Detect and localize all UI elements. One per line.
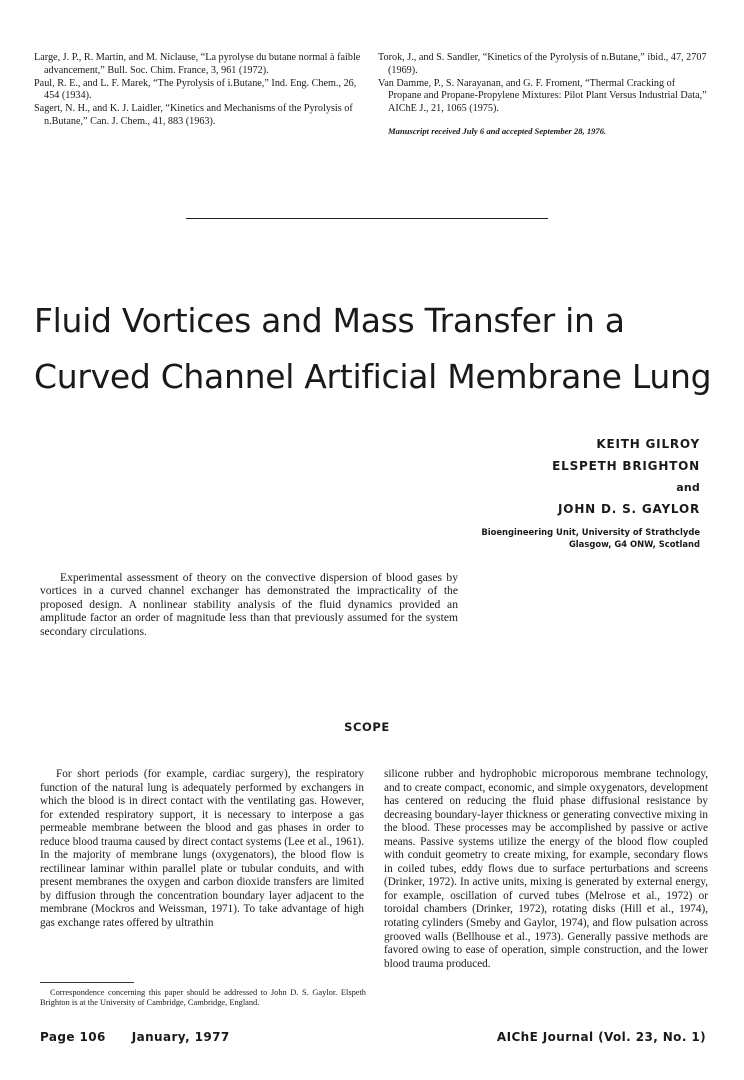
reference-entry: Torok, J., and S. Sandler, “Kinetics of the Pyrolysis of n.Butane,” ibid., 47, 2707 (1969). xyxy=(378,52,707,76)
author-conjunction: and xyxy=(676,481,700,494)
footnote: Correspondence concerning this paper should be addressed to John D. S. Gaylor. Elspeth Brighton is at the University of Cambridge, Cambridge, England. xyxy=(40,988,366,1008)
author-name: KEITH GILROY xyxy=(596,437,700,451)
author-name: JOHN D. S. GAYLOR xyxy=(558,501,700,516)
page-footer-left xyxy=(40,1030,230,1044)
reference-entry: Sagert, N. H., and K. J. Laidler, “Kinetics and Mechanisms of the Pyrolysis of n.Butane,” Can. J. Chem., 41, 883 (1963). xyxy=(34,103,353,127)
body-column-right: silicone rubber and hydrophobic microporous membrane technology, and to create compact, economic, and simple oxygenators, development has centered on reducing the fluid phase diffusional resistance by decreasing boundary-layer thickness or generating convective mixing in the blood. These processes may be accomplished by passive or active means. Passive systems utilize the energy of the blood flow coupled with conduit geometry to create mixing, for example, secondary flows in coiled tubes, eddy flows due to surface perturbations and screens (Drinker, 1972). In active units, mixing is generated by external energy, for example, oscillation of curved tubes (Melrose et al., 1972) or toroidal chambers (Drinker, 1972), rotating disks (Hill et al., 1974), rotating cylinders (Smeby and Gaylor, 1974), and flow pulsation across grooved walls (Bellhouse et al., 1973). Generally passive methods are favored owing to ease of operation, simple construction, and the lower blood trauma produced. xyxy=(384,768,708,970)
title-line: Curved Channel Artificial Membrane Lung xyxy=(34,357,712,396)
author-list xyxy=(552,434,700,520)
references-left xyxy=(34,52,364,129)
author-name: ELSPETH BRIGHTON xyxy=(552,458,700,473)
manuscript-received-note: Manuscript received July 6 and accepted September 28, 1976. xyxy=(388,126,607,137)
footnote-divider xyxy=(40,982,134,983)
section-heading: SCOPE xyxy=(344,720,390,734)
reference-entry: Paul, R. E., and L. F. Marek, “The Pyrolysis of i.Butane,” Ind. Eng. Chem., 26, 454 (1934). xyxy=(34,77,357,102)
body-column-left: For short periods (for example, cardiac surgery), the respiratory function of the natural lung is adequately performed by exchangers in which the blood is in direct contact with the ventilating gas. However, for extended respiratory support, it is necessary to interpose a gas permeable membrane between the blood and gas phases in order to reduce blood trauma caused by direct contact systems (Lee et al., 1961). In the majority of membrane lungs (oxygenators), the blood flow is rectilinear laminar within parallel plate or tubular conduits, and with present membranes the oxygen and carbon dioxide transfers are limited by diffusion through the concentration boundary layer adjacent to the membrane (Mockros and Weissman, 1971). To take advantage of high gas exchange rates offered by ultrathin xyxy=(40,768,364,930)
author-affiliation xyxy=(481,527,700,550)
issue-date: January, 1977 xyxy=(131,1030,230,1044)
reference-entry: Large, J. P., R. Martin, and M. Niclause, “La pyrolyse du butane normal à faible advancement,” Bull. Soc. Chim. France, 3, 961 (1972). xyxy=(34,52,361,76)
references-right xyxy=(378,52,708,138)
article-title xyxy=(34,293,724,405)
reference-entry: Van Damme, P., S. Narayanan, and G. F. Froment, “Thermal Cracking of Propane and Propane-Propylene Mixtures: Pilot Plant Versus Industrial Data,” AIChE J., 21, 1065 (1975). xyxy=(378,77,707,114)
abstract: Experimental assessment of theory on the convective dispersion of blood gases by vortices in a curved channel exchanger has demonstrated the impracticality of the proposed design. A nonlinear stability analysis of the fluid dynamics provided an amplitude factor an order of magnitude less than that previously assumed for the system secondary circulations. xyxy=(40,571,458,638)
section-divider xyxy=(186,218,548,219)
page-number: Page 106 xyxy=(40,1030,106,1044)
affiliation-line: Glasgow, G4 ONW, Scotland xyxy=(568,538,700,549)
journal-citation: AIChE Journal (Vol. 23, No. 1) xyxy=(496,1030,706,1044)
affiliation-line: Bioengineering Unit, University of Strathclyde xyxy=(481,527,700,537)
title-line: Fluid Vortices and Mass Transfer in a xyxy=(34,301,625,340)
